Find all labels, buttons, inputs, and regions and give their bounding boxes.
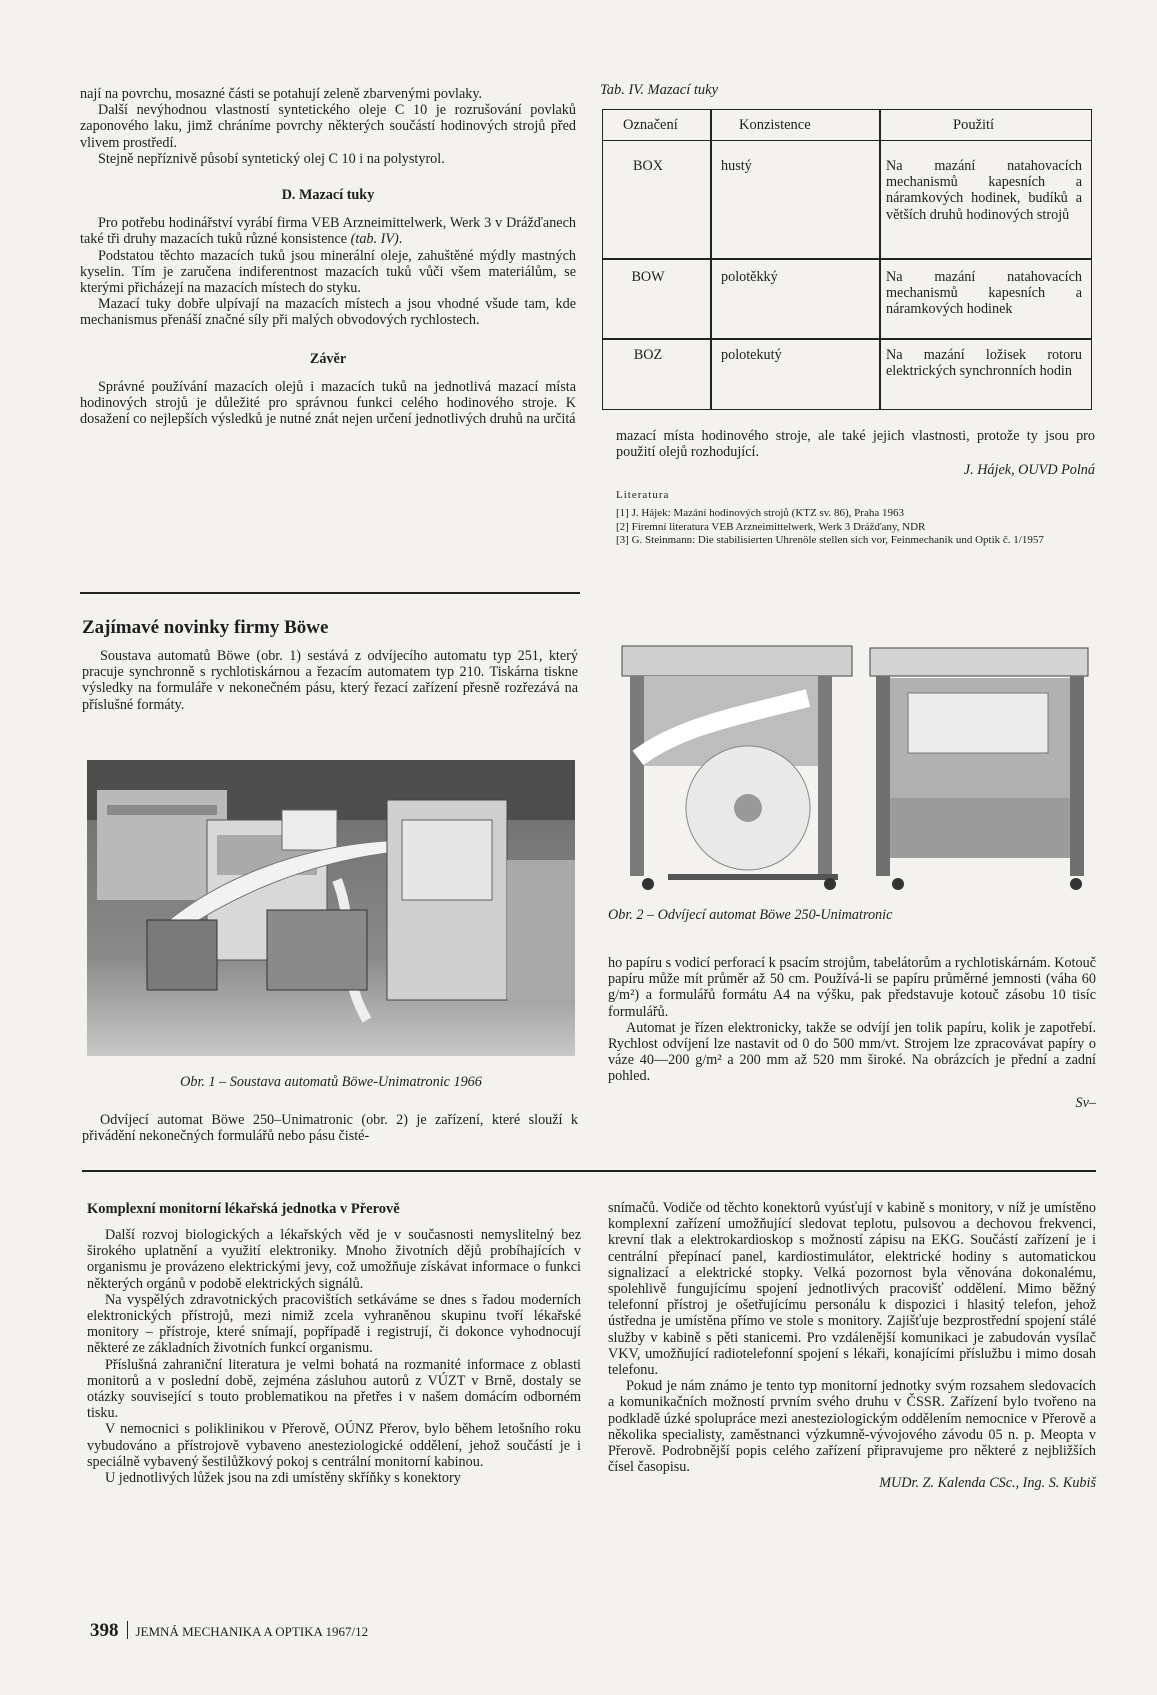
reference-item: [1] J. Hájek: Mazání hodinových strojů (KTZ sv. 86), Praha 1963 xyxy=(616,507,904,520)
article-title: Zajímavé novinky firmy Böwe xyxy=(82,617,329,638)
section-heading: D. Mazací tuky xyxy=(281,187,375,204)
table-cell: hustý xyxy=(721,158,752,174)
paragraph: Podstatou těchto mazacích tuků jsou minerální oleje, zahuštěné mýdly mastných kyselin. Tím je zaručena indiferentnost mazacích tuků vůči všem materiálům, se kterými přicházejí na mazacích místech do styku. xyxy=(80,247,576,297)
bowe-right-continued xyxy=(608,955,1096,1111)
paragraph: U jednotlivých lůžek jsou na zdi umístěny skříňky s konektory xyxy=(105,1470,461,1487)
column-header: Označení xyxy=(623,117,678,133)
paragraph: Automat je řízen elektronicky, takže se odvíjí jen tolik papíru, kolik je zapotřebí. Rychlost odvíjení lze nastavit od 0 do 500 mm/vt. Strojem lze zpracovávat papíry o váze 40—200 g/m² a 200 mm až 520 mm široké. Na obrázcích je přední a zadní pohled. xyxy=(608,1019,1096,1085)
table-cell: polotěkký xyxy=(721,269,778,285)
references-label: Literatura xyxy=(616,488,670,501)
paragraph: Příslušná zahraniční literatura je velmi bohatá na rozmanité informace z oblasti monitorů a v poslední době, zejména zásluhou autorů z VÚZT v Brně, dostaly se otázky související s touto problematikou na přetřes i v našem domácím odborném tisku. xyxy=(87,1356,581,1422)
paragraph: Správné používání mazacích olejů i mazacích tuků na jednotlivá mazací místa hodinových strojů je důležité pro správnou funkci celého hodinového stroje. K dosažení co nejlepších výsledků je nutné znát nejen určení jednotlivých druhů na určitá xyxy=(80,378,576,428)
page-footer xyxy=(90,1620,368,1642)
lubricant-table xyxy=(602,109,1092,410)
unwinder-photo-illustration xyxy=(608,638,1098,900)
section-divider xyxy=(82,1170,1096,1172)
section-divider xyxy=(80,592,580,594)
paragraph: Stejně nepříznivě působí syntetický olej C 10 i na polystyrol. xyxy=(98,150,445,167)
table-header xyxy=(603,110,1091,141)
paragraph: Pokud je nám známo je tento typ monitorní jednotky svým rozsahem sledovacích a komunikačních možností prvním svého druhu v ČSSR. Zařízení bylo tvořeno na podkladě úzké spolupráce mezi anesteziologickým oddělením nemocnice v Přerově a několika specialisty, zaměstnanci výzkumně-vývojového závodu 05 n. p. Meopta v Přerově. Podrobnější popis celého zařízení připravujeme pro některé z nejbližších čísel časopisu. xyxy=(608,1378,1096,1476)
table-cell: BOX xyxy=(633,158,663,174)
table-reference: (tab. IV) xyxy=(350,231,399,248)
table-cell: BOW xyxy=(631,269,665,285)
photo-bowe-system xyxy=(87,760,575,1056)
machine-photo-illustration xyxy=(87,760,575,1056)
figure-caption: Obr. 2 – Odvíjecí automat Böwe 250-Unimatronic xyxy=(608,907,893,923)
table-cell: Na mazání ložisek rotoru elektrických synchronních hodin xyxy=(886,347,1082,380)
paragraph: V nemocnici s poliklinikou v Přerově, OÚNZ Přerov, bylo během letošního roku vybudováno a přístrojově vybaveno anesteziologické oddělení, jehož součástí je i speciálně vybavený šestilůžkový pokoj s centrální monitorní kabinou. xyxy=(87,1421,581,1470)
row-divider xyxy=(603,338,1091,340)
reference-item: [3] G. Steinmann: Die stabilisierten Uhrenöle stellen sich vor, Feinmechanik und Optik č. 1/1957 xyxy=(616,534,1044,547)
page-number: 398 xyxy=(90,1620,119,1641)
reference-item: [2] Firemní literatura VEB Arzneimittelwerk, Werk 3 Drážďany, NDR xyxy=(616,520,926,533)
paragraph: Odvíjecí automat Böwe 250–Unimatronic (obr. 2) je zařízení, které slouží k přivádění nekonečných formulářů nebo pásu čisté- xyxy=(82,1112,578,1145)
journal-title: JEMNÁ MECHANIKA A OPTIKA 1967/12 xyxy=(135,1624,369,1639)
article-title: Komplexní monitorní lékařská jednotka v Přerově xyxy=(87,1201,400,1217)
author-signature: MUDr. Z. Kalenda CSc., Ing. S. Kubiš xyxy=(879,1475,1096,1492)
table-cell: polotekutý xyxy=(721,347,782,363)
paragraph: Mazací tuky dobře ulpívají na mazacích místech a jsou vhodné všude tam, kde mechanismus přenáší značné síly při malých obvodových rychlostech. xyxy=(80,296,576,329)
photo-bowe-unwinder xyxy=(608,638,1098,900)
section-heading: Závěr xyxy=(309,350,347,367)
row-divider xyxy=(603,258,1091,260)
table-cell: BOZ xyxy=(633,347,663,363)
author-signature: Sv– xyxy=(1075,1094,1096,1111)
bowe-left-continued xyxy=(82,1112,578,1144)
right-column-top xyxy=(616,428,1095,548)
bowe-intro xyxy=(82,648,578,713)
paragraph: Na vyspělých zdravotnických pracovištích setkáváme se dnes s řadou moderních elektronických přístrojů, mezi nimiž zcela vyhraněnou skupinu tvoří lékařské monitory – přístroje, které snímají, popřípadě i registrují, či dokonce vyhodnocují některé ze základních životních funkcí organismu. xyxy=(87,1291,581,1357)
paragraph: Další rozvoj biologických a lékařských věd je v současnosti nemyslitelný bez širokého uplatnění a využití elektroniky. Mnoho životních dějů probíhajících v organismu je provázeno elektrickými jevy, což umožňuje získávat informace o funkci některých orgánů v podobě elektrických signálů. xyxy=(87,1227,581,1292)
monitor-right xyxy=(608,1200,1096,1492)
paragraph: Pro potřebu hodinářství vyrábí firma VEB Arzneimittelwerk, Werk 3 v Drážďanech také tři druhy mazacích tuků různé konsistence (tab. IV). xyxy=(80,215,576,248)
figure-caption: Obr. 1 – Soustava automatů Böwe-Unimatronic 1966 xyxy=(180,1074,482,1090)
table-caption: Tab. IV. Mazací tuky xyxy=(600,82,719,98)
footer-divider xyxy=(127,1621,128,1639)
paragraph: mazací místa hodinového stroje, ale také jejich vlastnosti, protože ty jsou pro použití olejů rozhodující. xyxy=(616,428,1095,461)
table-cell: Na mazání natahovacích mechanismů kapesních a náramkových hodinek, budíků a větších druhů hodinových strojů xyxy=(886,158,1082,223)
author-signature: J. Hájek, OUVD Polná xyxy=(963,462,1095,479)
column-divider xyxy=(710,110,712,409)
table-cell: Na mazání natahovacích mechanismů kapesních a náramkových hodinek xyxy=(886,269,1082,318)
column-divider xyxy=(879,110,881,409)
monitor-left xyxy=(87,1227,581,1486)
column-header: Použití xyxy=(953,117,995,133)
paragraph: ho papíru s vodicí perforací k psacím strojům, tabelátorům a rychlotiskárnám. Kotouč papíru může mít průměr až 50 cm. Používá-li se papíru průměrné jemnosti (váha 60 g/m²) a formulářů formátu A4 na výšku, pak představuje kotouč zásobu 10 tisíc formulářů. xyxy=(608,955,1096,1020)
references xyxy=(616,489,1095,548)
paragraph: Soustava automatů Böwe (obr. 1) sestává z odvíjecího automatu typ 251, který pracuje synchronně s rychlotiskárnou a řezacím automatem typ 210. Tiskárna tiskne výsledky na formuláře v nekonečném pásu, který řezací zařízení přesně rozřezává na příslušné formáty. xyxy=(82,648,578,713)
paragraph: Další nevýhodnou vlastností syntetického oleje C 10 je rozrušování povlaků zaponového laku, jimž chráníme povrchy některých součástí hodinových strojů před vlivem prostředí. xyxy=(80,102,576,151)
paragraph: snímačů. Vodiče od těchto konektorů vyúsťují v kabině s monitory, v níž je umístěno komplexní zařízení umožňující sledovat teplotu, pulsovou a dechovou frekvenci, krevní tlak a elektrokardioskop s možností zápisu na EKG. Součástí zařízení je i centrální přepínací panel, kardiostimulátor, elektrické hodiny s automatickou signalizací a elektrické stopky. Velká pozornost byla věnována dokonalému, spolehlivě fungujícímu spojení jednotlivých pracovišť oddělení. Mimo běžný telefonní přístroj je ošetřujícímu personálu k dispozici i hlasitý telefon, jehož ústředna je umístěna přímo ve stole s monitory. Zajišťuje bezprostřední spojení stálé služby v kabině s pěti stanicemi. Pro vzdálenější komunikaci je zabudován vysílač VKV, umožňující radiotelefonní spojení s lékaři, konajícími příslužbu i mimo dosah telefonu. xyxy=(608,1200,1096,1379)
left-column-top xyxy=(80,86,576,427)
column-header: Konzistence xyxy=(739,117,811,133)
paragraph: nají na povrchu, mosazné části se potahují zeleně zbarvenými povlaky. xyxy=(80,86,483,102)
